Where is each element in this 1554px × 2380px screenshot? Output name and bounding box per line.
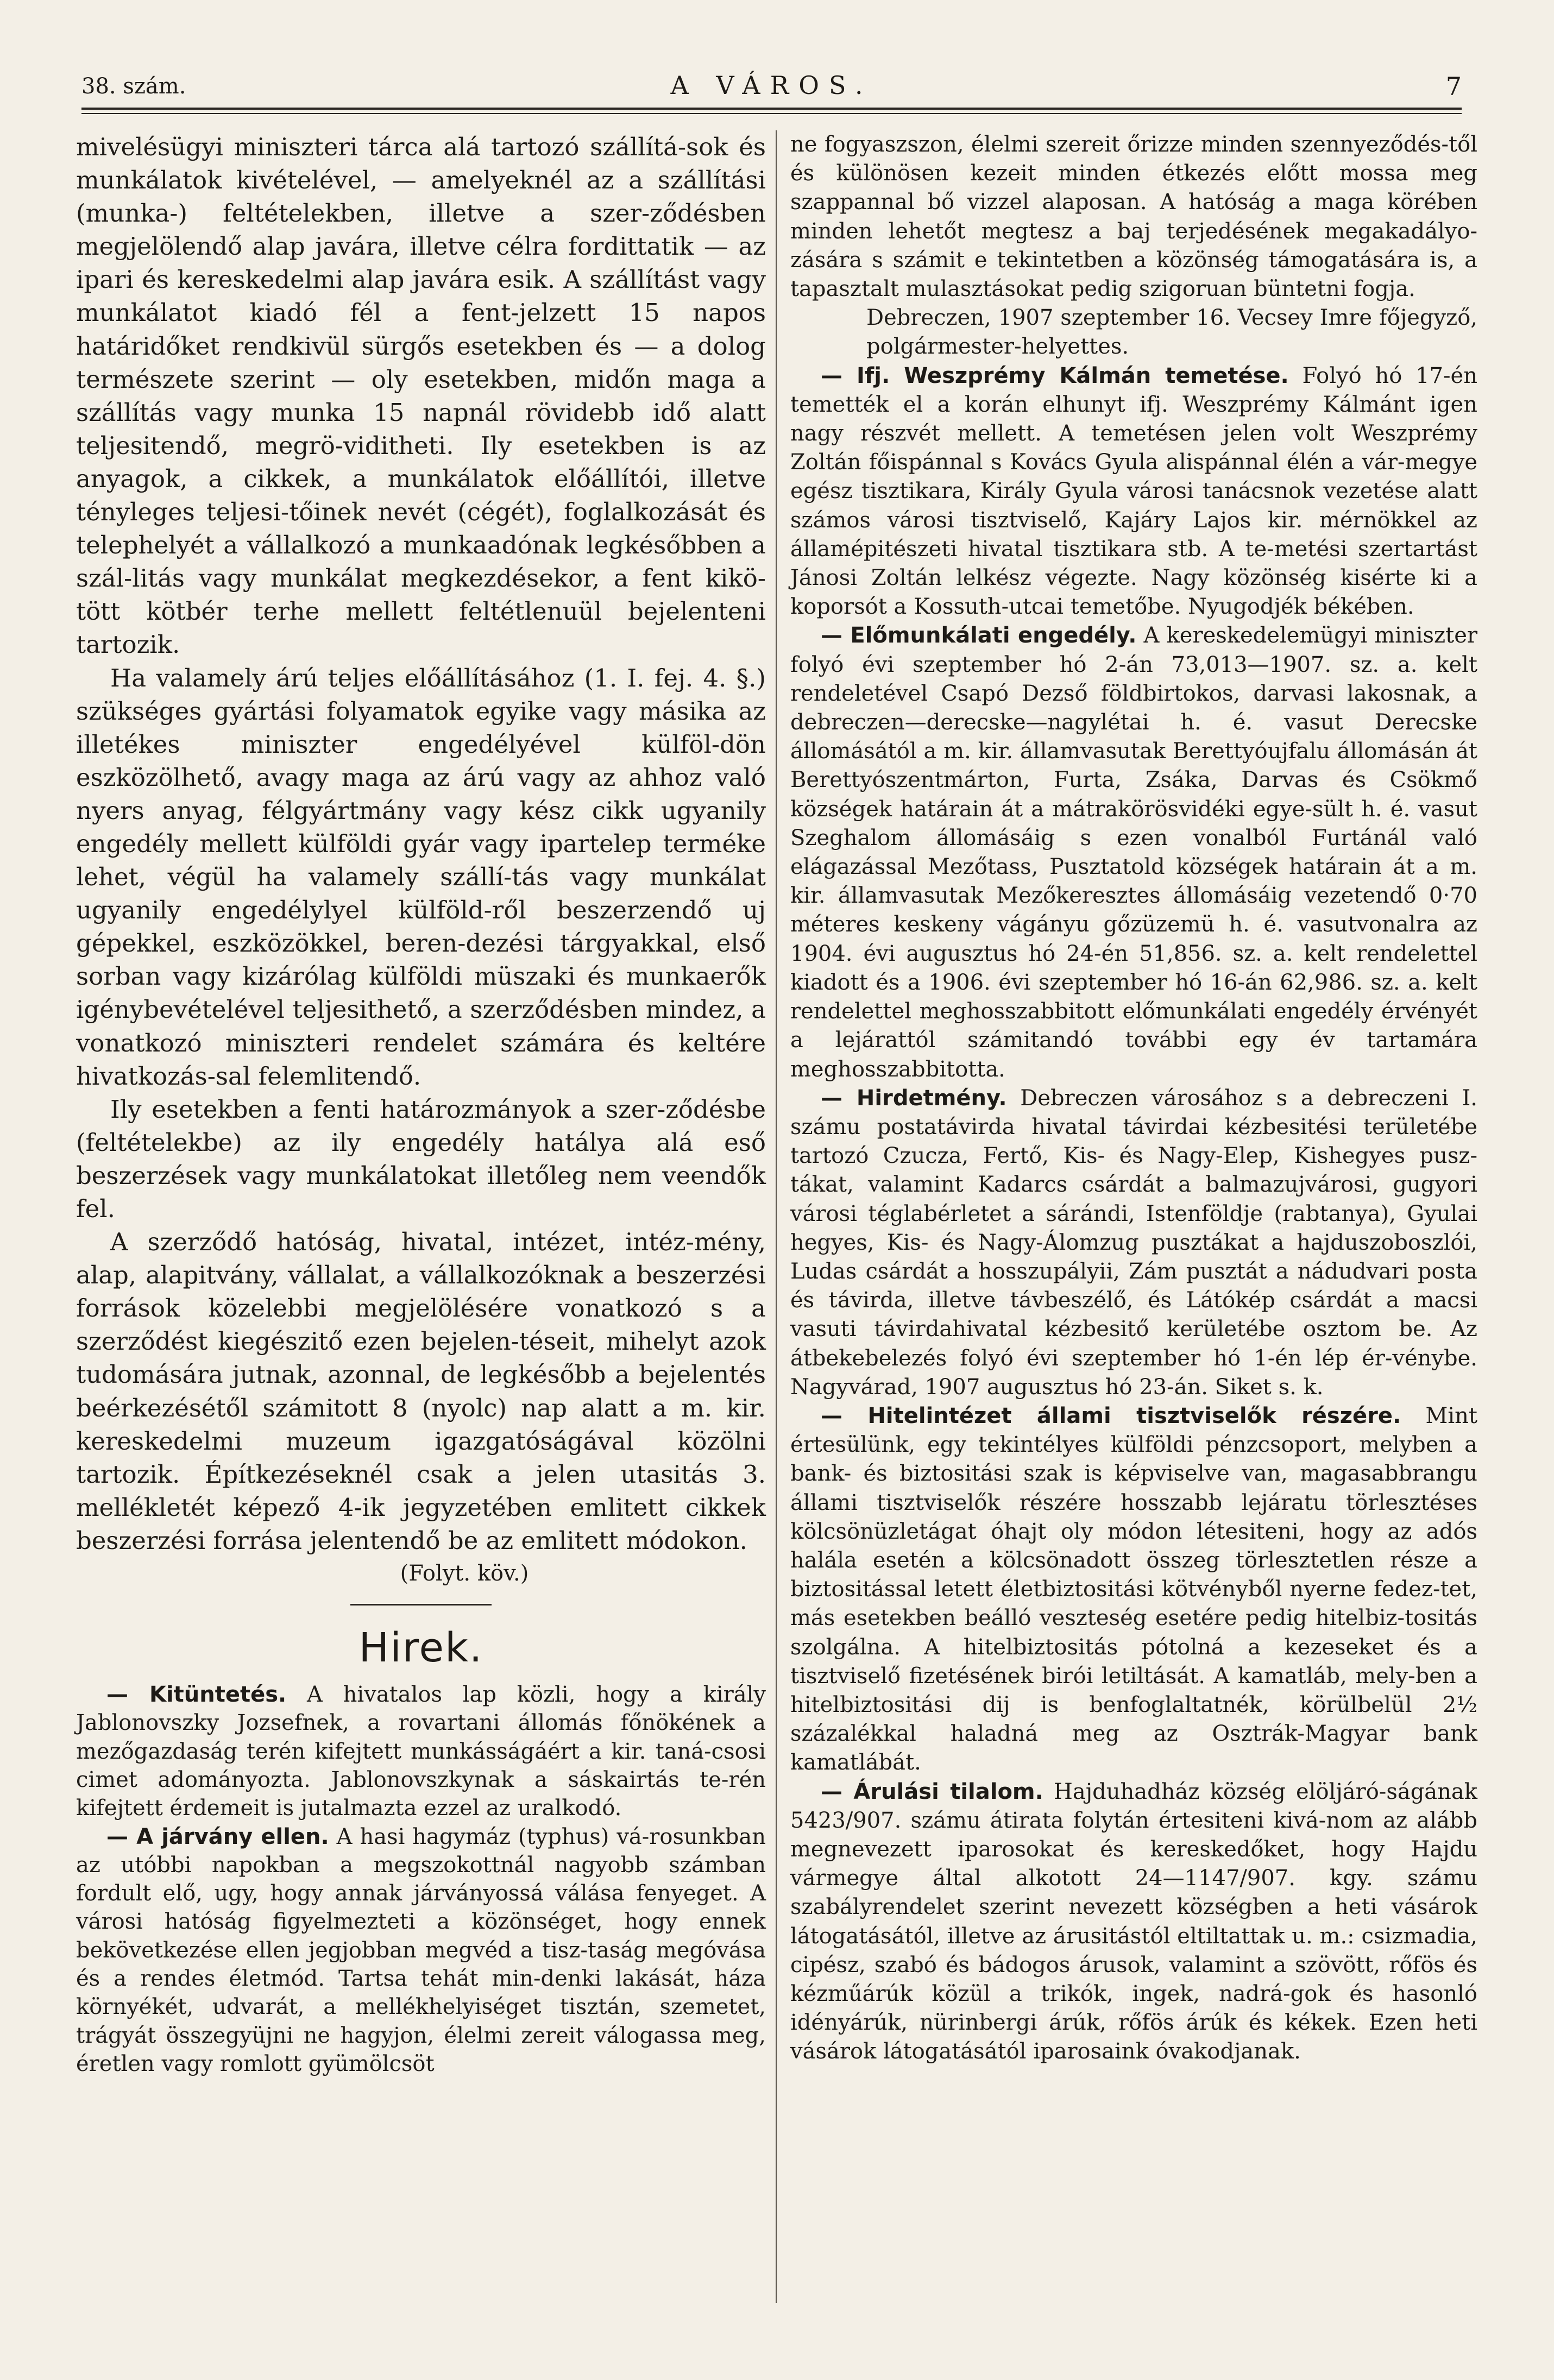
news-item-text: Mint értesülünk, egy tekintélyes külföldi pénzcsoport, melyben a bank- és biztositási szak is képviselve van, magasabbrangu állami tisztviselők részére hosszabb lejáratu törlesztéses kölcsönüzletágat óhajt oly módon létesiteni, hogy az adós halála esetén a kölcsönadott összeg törlesztetlen része a biztositással letett életbiztositási kötvényből nyerne fedez-tet, más esetekben beálló veszteség esetére pedig hitelbiz-tositás szolgálna. A hitelbiztositás pótolná a kezeseket és a tisztviselő fizetésének birói letiltását. A kamatláb, mely-ben a hitelbiztositási dij is benfoglaltatnék, körülbelül 2½ százalékkal haladná meg az Osztrák-Magyar bank kamatlábát. <box>790 1403 1477 1775</box>
left-column <box>76 130 766 2078</box>
right-column <box>790 130 1477 2067</box>
paragraph-4: A szerződő hatóság, hivatal, intézet, intéz-mény, alap, alapitvány, vállalat, a vállalkozóknak a beszerzési források közelebbi megjelölésére vonatkozó s a szerződést kiegészitő ezen bejelen-téseit, mihelyt azok tudomására jutnak, azonnal, de legkésőbb a bejelentés beérkezésétől számitott 8 (nyolc) nap alatt a m. kir. kereskedelmi muzeum igazgatóságával közölni tartozik. Építkezéseknél csak a jelen utasitás 3. mellékletét képező 4-ik jegyzetében emlitett cikkek beszerzési forrása jelentendő be az emlitett módokon. <box>76 1227 766 1555</box>
issue-number: 38. szám. <box>81 74 186 99</box>
header-rule-thin <box>81 113 1462 114</box>
news-item-text: A hivatalos lap közli, hogy a király Jablonovszky Jozsefnek, a rovartani állomás főnökének a mezőgazdaság terén kifejtett munkásságáért a kir. taná-csosi cimet adományozta. Jablonovszkynak a sáskairtás te-rén kifejtett érdemeit is jutalmazta ezzel az uralkodó. <box>76 1682 766 1821</box>
paragraph-2: Ha valamely árú teljes előállításához (1. I. fej. 4. §.) szükséges gyártási folyamatok egyike vagy másika az illetékes miniszter engedélyével külföl-dön eszközölhető, avagy maga az árú vagy az ahhoz való nyers anyag, félgyártmány vagy kész cikk ugyanily engedély mellett külföldi gyár vagy ipartelep terméke lehet, végül ha valamely szállí-tás vagy munkálat ugyanily engedélylyel külföld-ről beszerzendő uj gépekkel, eszközökkel, beren-dezési tárgyakkal, első sorban vagy kizárólag külföldi müszaki és munkaerők igénybevételével teljesithető, a szerződésben mindez, a vonatkozó miniszteri rendelet számára és keltére hivatkozás-sal felemlitendő. <box>76 663 766 1091</box>
news-item-title: — Hitelintézet állami tisztviselők részére. <box>821 1403 1401 1428</box>
news-item-hitelintezet <box>790 1402 1477 1778</box>
news-item-text: Folyó hó 17-én temették el a korán elhunyt ifj. Weszprémy Kálmánt igen nagy részvét mellett. A temetésen jelen volt Weszprémy Zoltán főispánnal s Kovács Gyula alispánnal élén a vár-megye egész tisztikara, Király Gyula városi tanácsnok vezetése alatt számos városi tisztviselő, Kajáry Lajos kir. mérnökkel az államépitészeti hivatal tisztikara stb. A te-metési szertartást Jánosi Zoltán lelkész végezte. Nagy közönség kisérte ki a koporsót a Kossuth-utcai temetőbe. Nyugodjék békében. <box>790 363 1477 620</box>
news-item-arulasi-tilalom <box>790 1778 1477 2067</box>
section-rule <box>350 1604 492 1605</box>
paragraph-1: mivelésügyi miniszteri tárca alá tartozó szállítá-sok és munkálatok kivételével, — amelyeknél az a szállítási (munka-) feltételekben, illetve a szer-ződésben megjelölendő alap javára, illetve célra fordittatik — az ipari és kereskedelmi alap javára esik. A szállítást vagy munkálatot kiadó fél a fent-jelzett 15 napos határidőket rendkivül sürgős esetekben és — a dolog természete szerint — oly esetekben, midőn maga a szállítás vagy munka 15 napnál rövidebb idő alatt teljesitendő, megrö-viditheti. Ily esetekben is az anyagok, a cikkek, a munkálatok előállítói, illetve tényleges teljesi-tőinek nevét (cégét), foglalkozását és telephelyét a vállalkozó a munkaadónak legkésőbben a szál-litás vagy munkálat megkezdésekor, a fent kikö-tött kötbér terhe mellett feltétlenuül bejelenteni tartozik. <box>76 133 766 659</box>
news-item-title: — Kitüntetés. <box>106 1682 287 1708</box>
news-item-text: Hajduhadház község elöljáró-ságának 5423/907. számu átirata folytán értesiteni kivá-nom az alább megnevezett iparosokat és kereskedőket, hogy Hajdu vármegye által alkotott 24—1147/907. kgy. számu szabályrendelet szerint nevezett községben a heti vásárok látogatásától, illetve az árusitástól eltiltattak u. m.: csizmadia, cipész, szabó és bádogos árusok, valamint a szövött, rőfös és kézműárúk közül a trikók, ingek, nadrá-gok és hasonló idényárúk, nürinbergi árúk, rőfös árúk és kékek. Ezen heti vásárok látogatásától iparosaink óvakodjanak. <box>790 1779 1477 2064</box>
news-item-title: — Árulási tilalom. <box>821 1779 1043 1804</box>
news-item-kituntetes <box>76 1680 766 1822</box>
news-item-text: A hasi hagymáz (typhus) vá-rosunkban az utóbbi napokban a megszokottnál nagyobb számban fordult elő, ugy, hogy annak járványossá válása fenyeget. A városi hatóság figyelmezteti a közönséget, hogy ennek bekövetkezése ellen jegjobban megvéd a tisz-taság megóvása és a rendes életmód. Tartsa tehát min-denki lakását, háza környékét, udvarát, a mellékhelyiséget tisztán, szemetet, trágyát összegyüjni ne hagyjon, élelmi zereit válogassa meg, éretlen vagy romlott gyümölcsöt <box>76 1824 766 2076</box>
news-item-title: — Előmunkálati engedély. <box>821 623 1137 648</box>
news-item-text: Debreczen városához s a debreczeni I. számu postatávirda hivatal távirdai kézbesitési területébe tartozó Czucza, Fertő, Kis- és Nagy-Elep, Kishegyes pusz-tákat, valamint Kadarcs csárdát a balmazujvárosi, gugyori városi téglabérletet a sárándi, Istenföldje (rabtanya), Gyulai hegyes, Kis- és Nagy-Álomzug pusztákat a hajduszoboszlói, Ludas csárdát a hosszupályii, Zám pusztát a nádudvari posta és távirda, illetve távbeszélő, és Látókép csárdát a macsi vasuti távirdahivatal kézbesitő kerületébe osztom be. Az átbekebelezés folyó évi szeptember hó 1-én lép ér-vénybe. Nagyvárad, 1907 augusztus hó 23-án. Siket s. k. <box>790 1085 1477 1400</box>
masthead-title: A VÁROS. <box>670 71 873 100</box>
page-number: 7 <box>1445 72 1462 101</box>
header-rule <box>81 108 1462 110</box>
news-item-signature: Debreczen, 1907 szeptember 16. Vecsey Imre főjegyző, polgármester-helyettes. <box>866 305 1477 360</box>
news-item-title: — Hirdetmény. <box>821 1085 1007 1111</box>
news-item-jarvany-continued: ne fogyaszszon, élelmi szereit őrizze minden szennyeződés-től és különösen kezeit minden étkezés előtt mossa meg szappannal bő vizzel alaposan. A hatóság a maga körében minden lehetőt megtesz a baj terjedésének megakadályo-zására s számit e tekintetben a közönség támogatására is, a tapasztalt mulasztásokat pedig szigoruan büntetni fogja. <box>790 132 1477 302</box>
news-item-text: A kereskedelemügyi miniszter folyó évi szeptember hó 2-án 73,013—1907. sz. a. kelt rendeletével Csapó Dezső földbirtokos, darvasi lakosnak, a debreczen—derecske—nagylétai h. é. vasut Derecske állomásától a m. kir. államvasutak Berettyóujfalu állomásán át Berettyószentmárton, Furta, Zsáka, Darvas és Csökmő községek határain át a mátrakörösvidéki egye-sült h. é. vasut Szeghalom állomásáig s ezen vonalból Furtánál való elágazással Mezőtass, Pusztatold községek határain át a m. kir. államvasutak Mezőkeresztes állomásáig vezetendő 0·70 méteres keskeny vágányu gőzüzemü h. é. vasutvonalra az 1904. évi augusztus hó 24-én 51,856. sz. a. kelt rendelettel kiadott és a 1906. évi szeptember hó 16-án 62,986. sz. a. kelt rendelettel meghosszabbitott előmunkálati engedély érvényét a lejárattól számitandó további egy év tartamára meghosszabbitotta. <box>790 623 1477 1082</box>
page-header <box>81 71 1462 109</box>
news-item-elomunkalati <box>790 621 1477 1084</box>
column-divider <box>776 130 777 2303</box>
news-section-title: Hirek. <box>358 1625 483 1672</box>
continued-note: (Folyt. köv.) <box>400 1561 529 1586</box>
news-item-jarvany <box>76 1823 766 2079</box>
news-item-temetes <box>790 362 1477 622</box>
news-item-hirdetmeny <box>790 1084 1477 1402</box>
paragraph-3: Ily esetekben a fenti határozmányok a szer-ződésbe (feltételekbe) az ily engedély hatálya alá eső beszerzések vagy munkálatokat illetőleg nem veendők fel. <box>76 1094 766 1223</box>
news-item-title: — Ifj. Weszprémy Kálmán temetése. <box>821 363 1289 388</box>
news-item-title: — A járvány ellen. <box>106 1824 329 1849</box>
